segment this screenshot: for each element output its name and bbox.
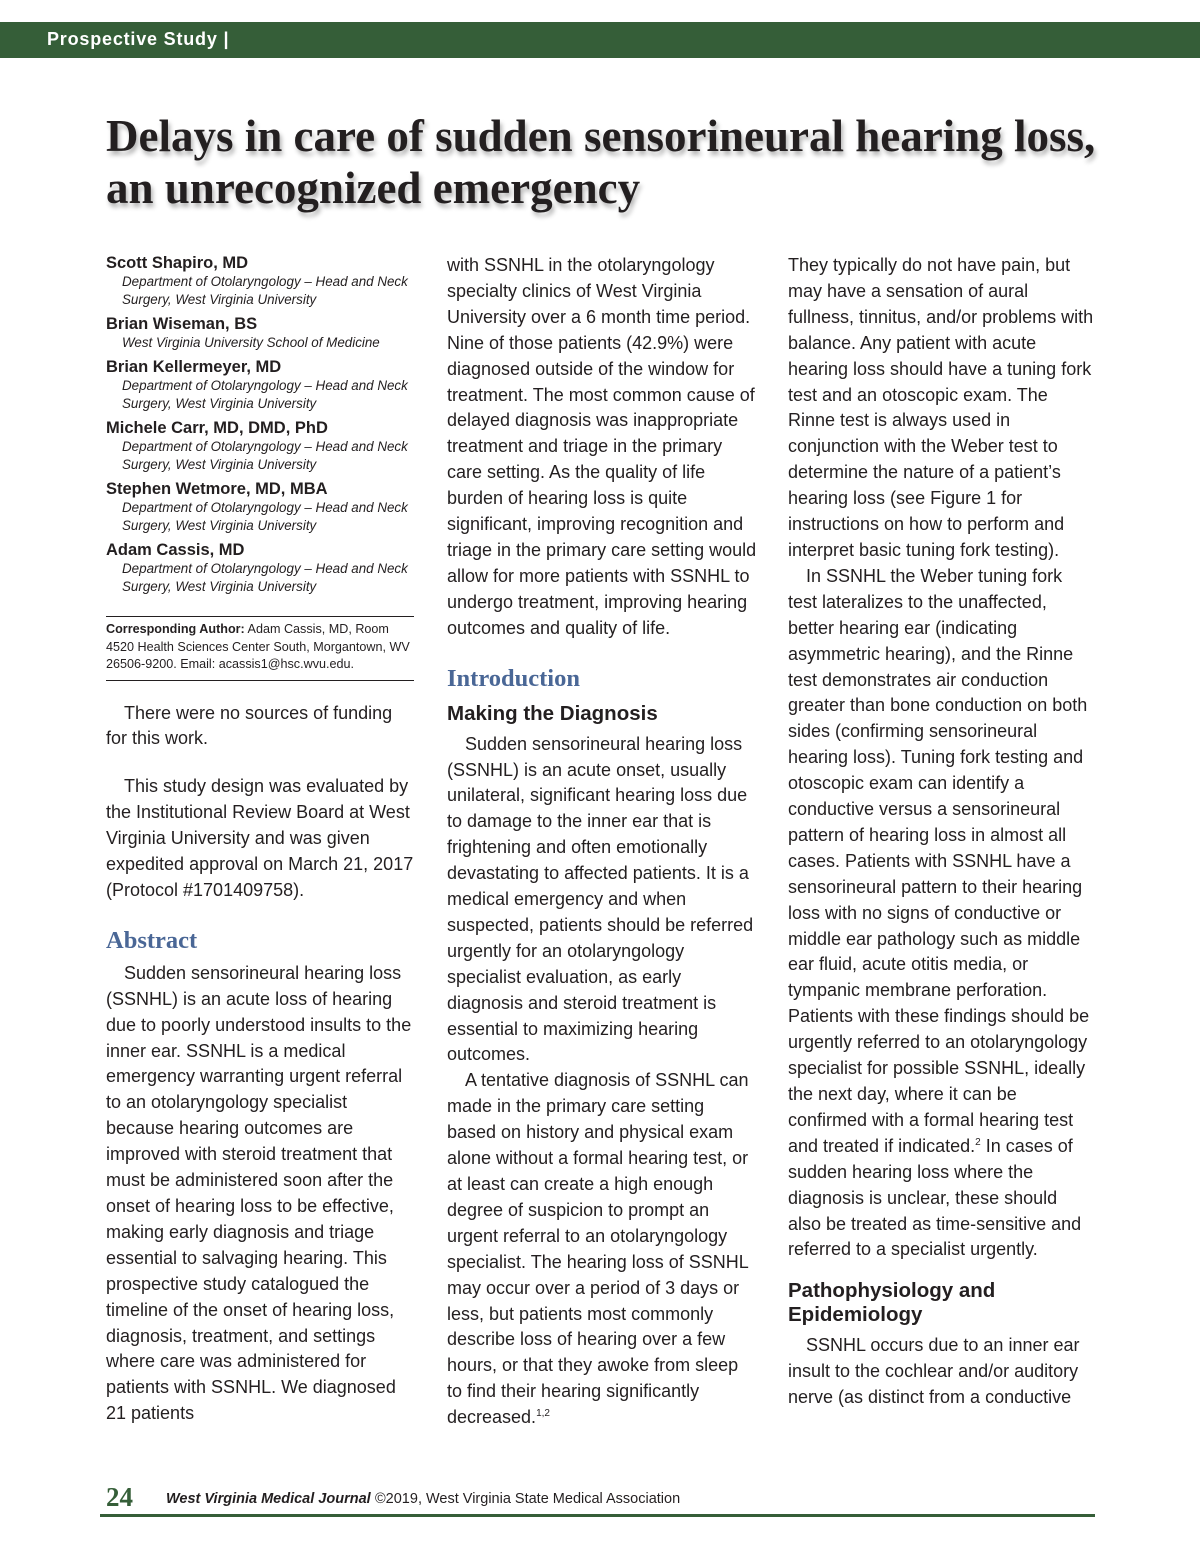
column-1: [106, 253, 414, 1427]
author-entry: [106, 314, 414, 352]
making-diagnosis-heading: Making the Diagnosis: [447, 701, 658, 725]
author-entry: [106, 253, 414, 309]
irb-note: This study design was evaluated by the Institutional Review Board at West Virginia University and was given expedited approval on March 21, 2017 (Protocol #1701409758).: [106, 776, 414, 900]
author-entry: [106, 540, 414, 596]
intro-paragraph-4-text-b: In cases of sudden hearing loss where the diagnosis is unclear, these should also be treated as time-sensitive and referred to a specialist urgently.: [788, 1135, 1082, 1260]
corresponding-author-text: Adam Cassis, MD, Room 4520 Health Sciences Center South, Morgantown, WV 26506-9200. Email: acassis1@hsc.wvu.edu.: [106, 622, 410, 671]
author-name: Scott Shapiro, MD: [106, 254, 249, 272]
author-affiliation: Department of Otolaryngology – Head and Neck Surgery, West Virginia University: [122, 439, 408, 472]
author-entry: [106, 357, 414, 413]
abstract-heading: Abstract: [106, 926, 198, 954]
section-header-bar: [0, 22, 1200, 58]
citation-ref: 2: [975, 1136, 981, 1148]
column-2: [447, 253, 757, 1431]
intro-paragraph-4: [788, 564, 1094, 1263]
pathophysiology-heading: Pathophysiology and Epidemiology: [788, 1279, 996, 1327]
intro-paragraph-2-text: A tentative diagnosis of SSNHL can made in the primary care setting based on history and physical exam alone without a formal hearing test, or at least can create a high enough degree of suspicion to prompt an urgent referral to an otolaryngology specialist. The hearing loss of SSNHL may occur over a period of 3 days or less, but patients most commonly describe loss of hearing over a few hours, or that they awoke from sleep to find their hearing significantly decreased.: [447, 1070, 749, 1428]
citation-ref: 1,2: [536, 1408, 550, 1420]
copyright-notice: ©2019, West Virginia State Medical Association: [375, 1491, 681, 1507]
footer-rule: [100, 1514, 1095, 1517]
author-name: Adam Cassis, MD: [106, 541, 245, 559]
intro-paragraph-2: [447, 1068, 757, 1431]
article-title: Delays in care of sudden sensorineural hearing loss, an unrecognized emergency: [106, 111, 1096, 213]
intro-paragraph-3: They typically do not have pain, but may have a sensation of aural fullness, tinnitus, and/or problems with balance. Any patient with acute hearing loss should have a tuning fork test and an otoscopic exam. The Rinne test is always used in conjunction with the Weber test to determine the nature of a patient’s hearing loss (see Figure 1 for instructions on how to perform and interpret basic tuning fork testing).: [788, 255, 1094, 560]
column-3: [788, 253, 1094, 1411]
author-list: [106, 253, 414, 596]
abstract-paragraph-continued: with SSNHL in the otolaryngology specialty clinics of West Virginia University over a 6 month time period. Nine of those patients (42.9%) were diagnosed outside of the window for treatment. The most common cause of delayed diagnosis was inappropriate treatment and triage in the primary care setting. As the quality of life burden of hearing loss is quite significant, improving recognition and triage in the primary care setting would allow for more patients with SSNHL to undergo treatment, improving hearing outcomes and quality of life.: [447, 255, 757, 638]
author-name: Michele Carr, MD, DMD, PhD: [106, 419, 328, 437]
intro-paragraph-5: SSNHL occurs due to an inner ear insult to the cochlear and/or auditory nerve (as distinct from a conductive: [788, 1335, 1080, 1408]
author-affiliation: Department of Otolaryngology – Head and Neck Surgery, West Virginia University: [122, 378, 408, 411]
author-entry: [106, 479, 414, 535]
author-name: Brian Kellermeyer, MD: [106, 358, 282, 376]
author-affiliation: Department of Otolaryngology – Head and Neck Surgery, West Virginia University: [122, 561, 408, 594]
abstract-paragraph: Sudden sensorineural hearing loss (SSNHL) is an acute loss of hearing due to poorly understood insults to the inner ear. SSNHL is a medical emergency warranting urgent referral to an otolaryngology specialist because hearing outcomes are improved with steroid treatment that must be administered soon after the onset of hearing loss to be effective, making early diagnosis and triage essential to salvaging hearing. This prospective study catalogued the timeline of the onset of hearing loss, diagnosis, treatment, and settings where care was administered for patients with SSNHL. We diagnosed 21 patients: [106, 962, 412, 1424]
author-affiliation: Department of Otolaryngology – Head and Neck Surgery, West Virginia University: [122, 274, 408, 307]
author-affiliation: Department of Otolaryngology – Head and Neck Surgery, West Virginia University: [122, 500, 408, 533]
intro-paragraph-1: Sudden sensorineural hearing loss (SSNHL) is an acute onset, usually unilateral, significant hearing loss due to damage to the inner ear that is frightening and often emotionally devastating to affected patients. It is a medical emergency and when suspected, patients should be referred urgently for an otolaryngology specialist evaluation, as early diagnosis and steroid treatment is essential to maximizing hearing outcomes.: [447, 733, 754, 1065]
author-name: Stephen Wetmore, MD, MBA: [106, 480, 328, 498]
funding-note: There were no sources of funding for this work.: [106, 702, 393, 749]
author-affiliation: West Virginia University School of Medicine: [122, 335, 380, 350]
author-entry: [106, 418, 414, 474]
introduction-heading: Introduction: [447, 664, 580, 692]
author-name: Brian Wiseman, BS: [106, 315, 258, 333]
corresponding-author-label: Corresponding Author:: [106, 622, 245, 636]
journal-name: West Virginia Medical Journal: [166, 1491, 371, 1507]
corresponding-author: [106, 616, 414, 681]
intro-paragraph-4-text-a: In SSNHL the Weber tuning fork test lateralizes to the unaffected, better hearing ear (indicating asymmetric hearing), and the Rinne test demonstrates air conduction greater than bone conduction on both sides (confirming sensorineural hearing loss). Tuning fork testing and otoscopic exam can identify a conductive versus a sensorineural pattern of hearing loss in almost all cases. Patients with SSNHL have a sensorineural pattern to their hearing loss with no signs of conductive or middle ear pathology such as middle ear fluid, acute otitis media, or tympanic membrane perforation. Patients with these findings should be urgently referred to an otolaryngology specialist for possible SSNHL, ideally the next day, where it can be confirmed with a formal hearing test and treated if indicated.: [788, 565, 1090, 1156]
page-number: 24: [106, 1482, 133, 1512]
section-label: Prospective Study |: [47, 29, 230, 49]
